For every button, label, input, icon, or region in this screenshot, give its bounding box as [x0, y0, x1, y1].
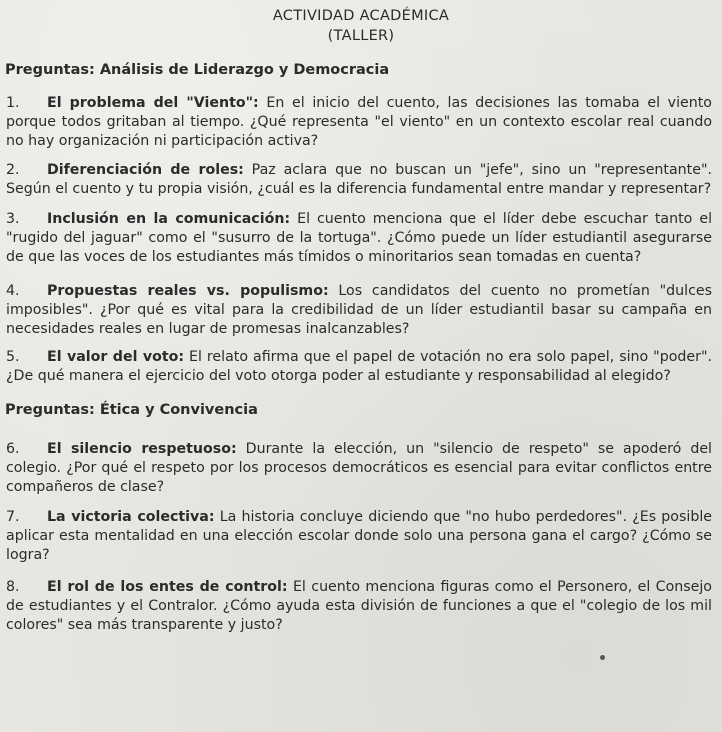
question-text: Durante la elección, un "silencio de respeto" se apoderó del colegio. ¿Por qué el respeto por los procesos democráticos es esencial para evitar conflictos entre compañeros de clase? [6, 441, 712, 495]
question-3 [6, 210, 712, 267]
question-text: Los candidatos del cuento no prometían "dulces imposibles". ¿Por qué es vital para la credibilidad de un líder estudiantil basar su campaña en necesidades reales en lugar de promesas inalcanzables? [6, 283, 712, 337]
question-number: 2. [6, 162, 20, 178]
question-text: El cuento menciona figuras como el Personero, el Consejo de estudiantes y el Contralor. ¿Cómo ayuda esta división de funciones a que el "colegio de los mil colores" sea más transparente y justo? [6, 579, 712, 633]
question-number: 5. [6, 349, 20, 365]
question-6 [6, 440, 712, 497]
question-number: 3. [6, 211, 20, 227]
question-text: La historia concluye diciendo que "no hubo perdedores". ¿Es posible aplicar esta mentalidad en una elección escolar donde solo una persona gana el cargo? ¿Cómo se logra? [6, 509, 712, 563]
question-heading: El valor del voto: [47, 349, 185, 365]
question-5 [6, 348, 712, 386]
question-heading: La victoria colectiva: [47, 509, 215, 525]
question-number: 1. [6, 95, 20, 111]
question-text: Paz aclara que no buscan un "jefe", sino un "representante". Según el cuento y tu propia visión, ¿cuál es la diferencia fundamental entre mandar y representar? [6, 162, 712, 197]
question-number: 6. [6, 441, 20, 457]
question-2 [6, 161, 712, 199]
question-heading: El problema del "Viento": [47, 95, 259, 111]
question-text: El cuento menciona que el líder debe escuchar tanto el "rugido del jaguar" como el "susurro de la tortuga". ¿Cómo puede un líder estudiantil asegurarse de que las voces de los estudiantes más tímidos o minoritarios sean tomadas en cuenta? [6, 211, 713, 265]
question-heading: Propuestas reales vs. populismo: [47, 283, 329, 299]
question-number: 8. [6, 579, 20, 595]
question-8 [6, 578, 712, 635]
question-number: 4. [6, 283, 20, 299]
question-text: El relato afirma que el papel de votación no era solo papel, sino "poder". ¿De qué manera el ejercicio del voto otorga poder al estudiante y responsabilidad al elegido? [6, 349, 712, 384]
section-heading-etica: Preguntas: Ética y Convivencia [5, 402, 258, 418]
question-heading: Diferenciación de roles: [47, 162, 244, 178]
question-heading: El silencio respetuoso: [47, 441, 237, 457]
question-7 [6, 508, 712, 565]
question-4 [6, 282, 712, 339]
section-heading-liderazgo: Preguntas: Análisis de Liderazgo y Democracia [5, 62, 390, 78]
question-text: En el inicio del cuento, las decisiones las tomaba el viento porque todos gritaban al tiempo. ¿Qué representa "el viento" en un contexto escolar real cuando no hay organización ni participación activa? [6, 95, 712, 149]
question-heading: Inclusión en la comunicación: [47, 211, 291, 227]
document-title: ACTIVIDAD ACADÉMICA [272, 8, 450, 24]
question-number: 7. [6, 509, 20, 525]
ink-dot [600, 655, 605, 660]
question-heading: El rol de los entes de control: [47, 579, 288, 595]
question-1 [6, 94, 712, 151]
document-subtitle: (TALLER) [327, 28, 395, 44]
